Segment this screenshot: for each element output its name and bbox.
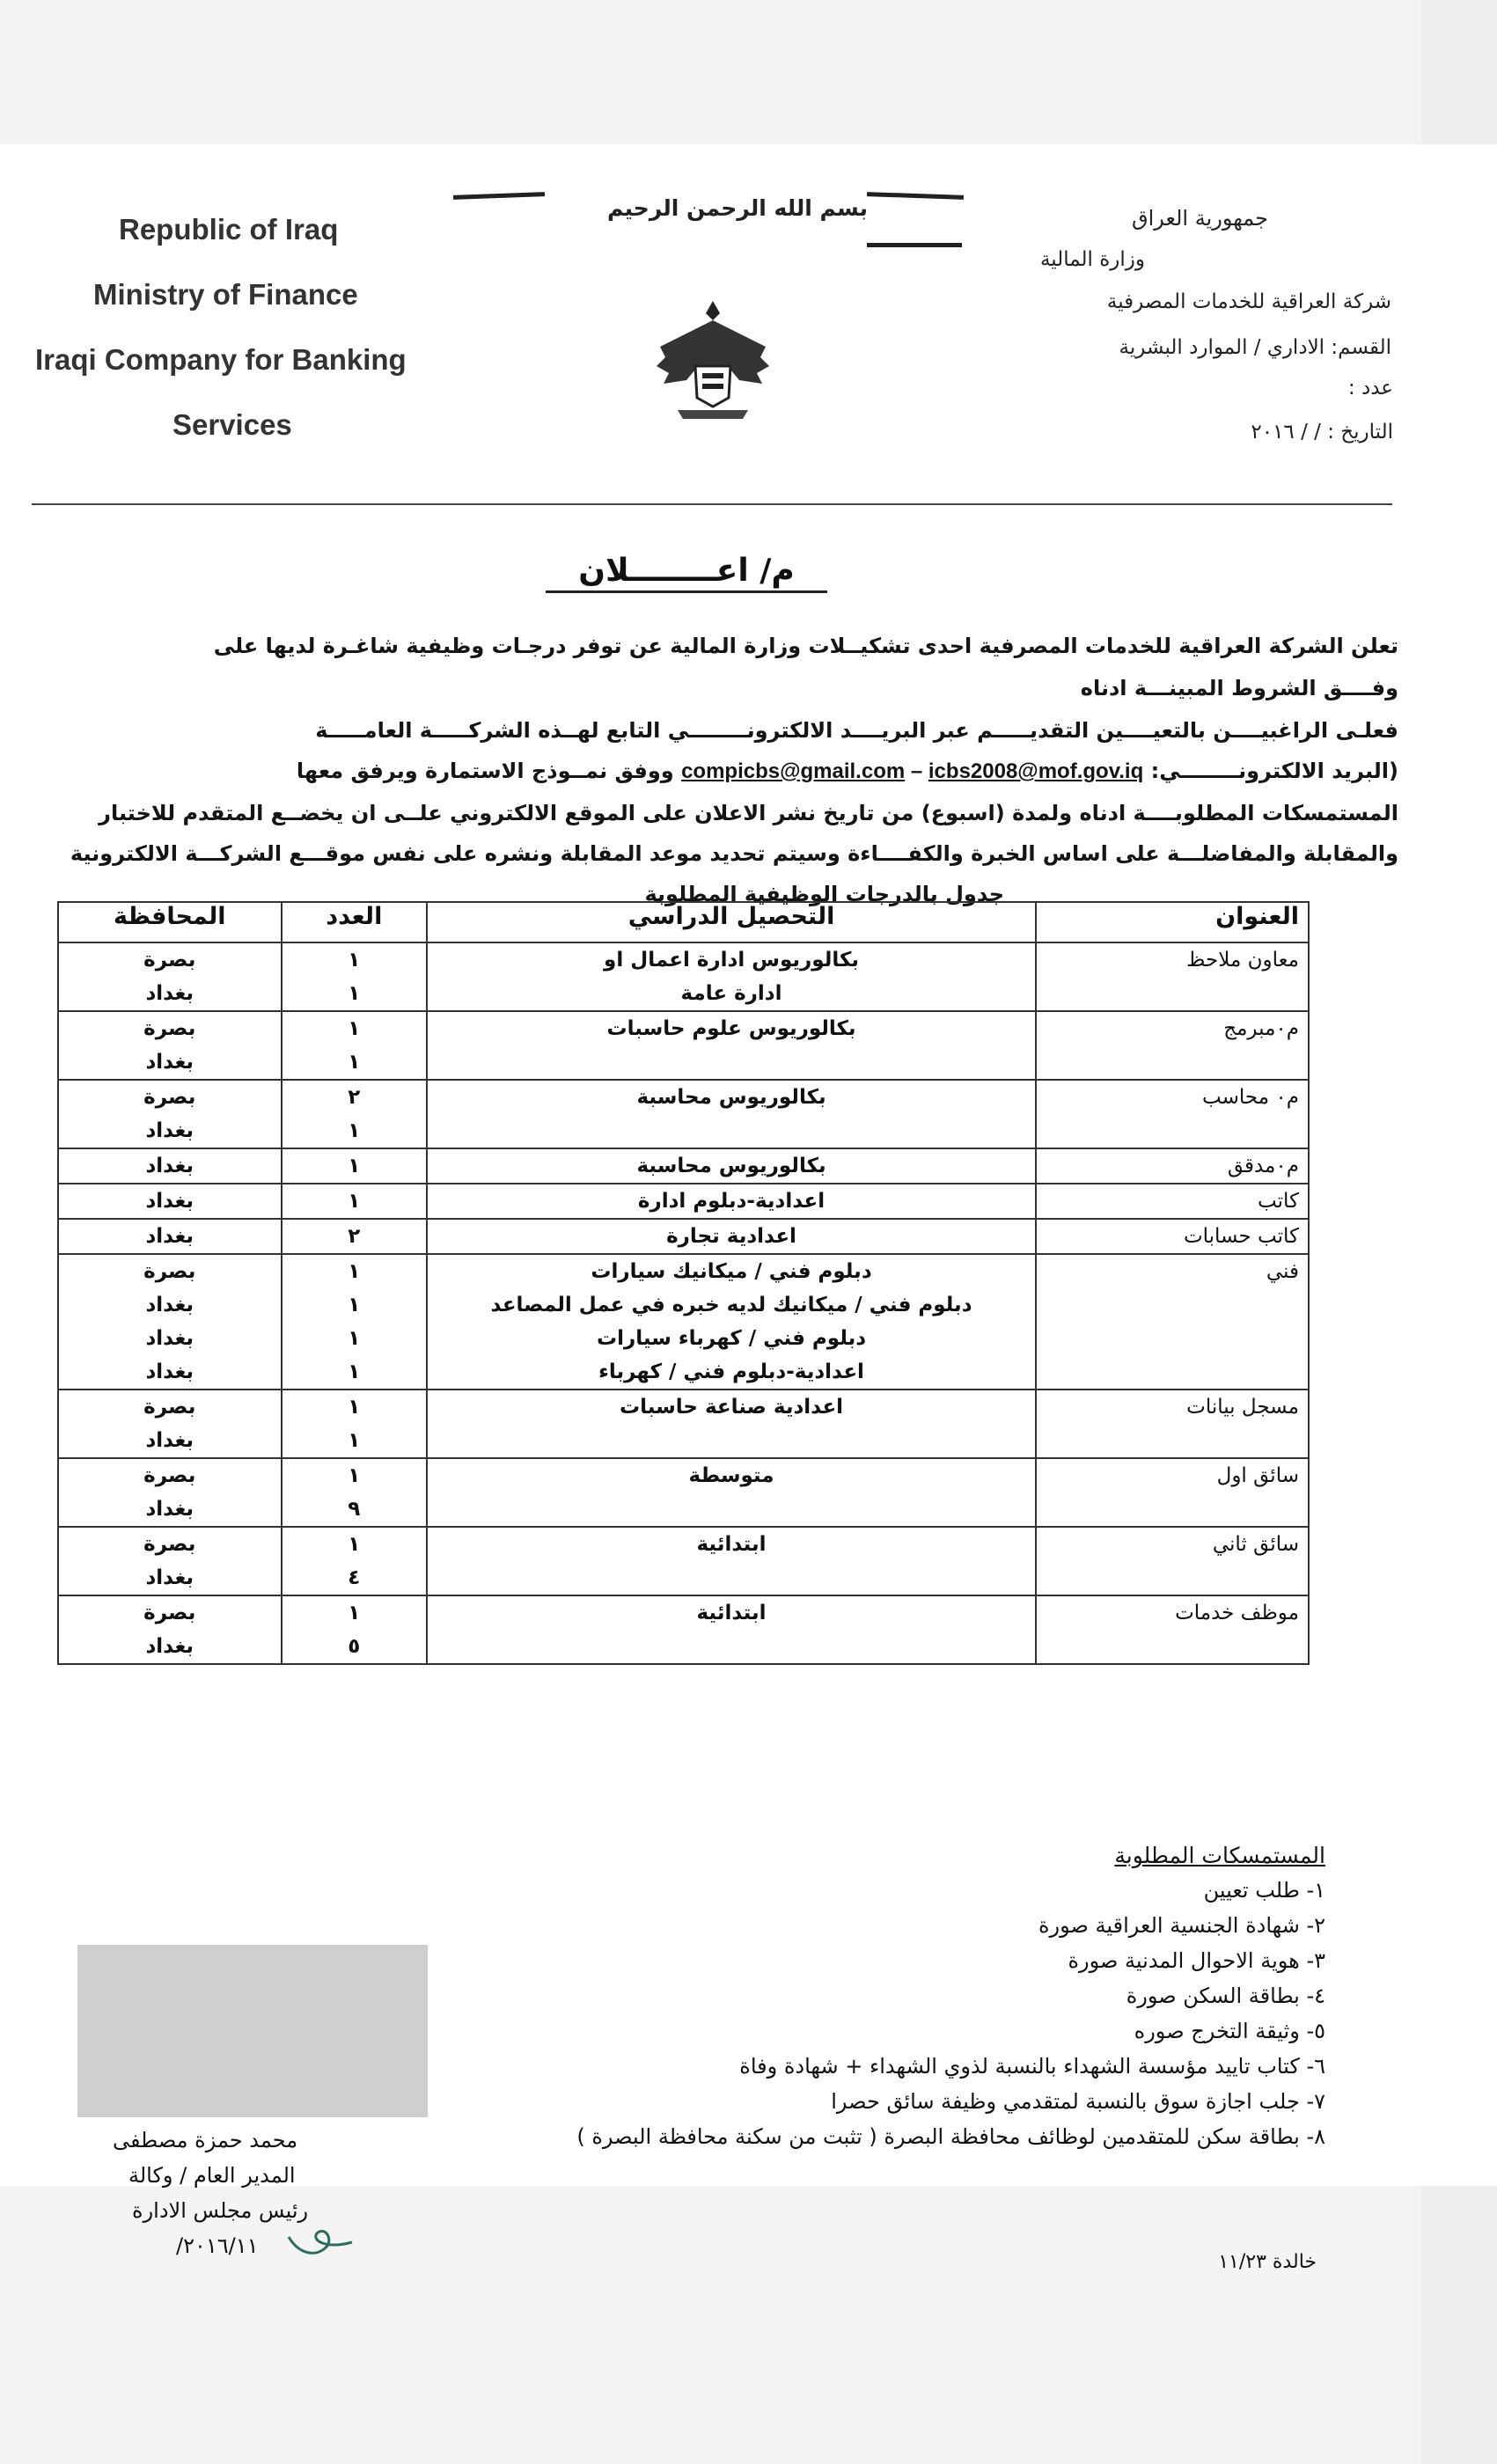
- cell-province-line: بغداد: [145, 1360, 194, 1383]
- table-row: [58, 1458, 1309, 1527]
- cell-qualification: [427, 1527, 1036, 1595]
- email-prefix: (البريد الالكترونــــــــي:: [1150, 759, 1398, 783]
- cell-count: [282, 1595, 428, 1664]
- header-en-line1: Republic of Iraq: [119, 213, 339, 246]
- document-item: ٨- بطاقة سكن للمتقدمين لوظائف محافظة البصرة ( تثبت من سكنة محافظة البصرة ): [576, 2124, 1325, 2149]
- cell-count-line: ١: [348, 1017, 361, 1040]
- cell-job-title-text: سائق ثاني: [1212, 1533, 1299, 1556]
- cell-job-title: [1036, 1527, 1309, 1595]
- cell-qualification-line: [437, 1630, 1026, 1663]
- cell-province-line: بصرة: [143, 1260, 196, 1283]
- cell-count-line: ١: [348, 1119, 361, 1142]
- cell-qualification-line: ابتدائية: [696, 1602, 767, 1624]
- table-row: [58, 1148, 1309, 1184]
- cell-count-line: ١: [348, 1190, 361, 1213]
- cell-province-line: بصرة: [143, 1602, 196, 1624]
- document-item: ٥- وثيقة التخرج صوره: [1134, 2019, 1325, 2043]
- jobs-table: [57, 901, 1310, 1665]
- cell-job-title-text: كاتب: [1258, 1190, 1299, 1213]
- cell-province: [58, 1219, 282, 1254]
- cell-province: [58, 1184, 282, 1219]
- cell-qualification-line: [437, 1492, 1026, 1526]
- header-ar-line5: عدد :: [1347, 377, 1393, 400]
- cell-qualification-line: اعدادية صناعة حاسبات: [620, 1396, 844, 1419]
- cell-count-line: ١: [348, 949, 361, 972]
- header-qualification: التحصيل الدراسي: [427, 902, 1036, 942]
- cell-job-title-text: م٠مبرمج: [1223, 1017, 1299, 1040]
- cell-count: [282, 1390, 428, 1458]
- cell-count-line: ١: [348, 1051, 361, 1074]
- cell-count-line: ٢: [348, 1086, 361, 1109]
- redacted-stamp: [77, 1945, 428, 2117]
- cell-qualification: [427, 1011, 1036, 1080]
- cell-province-line: بصرة: [143, 1464, 196, 1487]
- cell-qualification-line: [437, 1114, 1026, 1148]
- cell-job-title: [1036, 1184, 1309, 1219]
- email-link-1[interactable]: compicbs@gmail.com: [681, 759, 906, 783]
- cell-job-title: [1036, 1148, 1309, 1184]
- table-row: [58, 1184, 1309, 1219]
- cell-job-title: [1036, 1390, 1309, 1458]
- cell-job-title: [1036, 942, 1309, 1011]
- header-en-line3: Iraqi Company for Banking: [35, 343, 407, 376]
- cell-count-line: ١: [348, 1294, 361, 1316]
- cell-province-line: بغداد: [145, 982, 194, 1005]
- cell-province-line: بصرة: [143, 949, 196, 972]
- header-en-line4: Services: [172, 408, 292, 441]
- table-row: [58, 1219, 1309, 1254]
- header-title: العنوان: [1036, 902, 1309, 942]
- signatory-role: المدير العام / وكالة: [128, 2163, 296, 2188]
- cell-qualification-line: بكالوريوس محاسبة: [636, 1155, 826, 1177]
- cell-qualification: [427, 1080, 1036, 1148]
- announcement-title: م/ اعــــــــلان: [546, 553, 827, 593]
- document-item: ٢- شهادة الجنسية العراقية صورة: [1038, 1913, 1325, 1938]
- table-row: [58, 1011, 1309, 1080]
- marker-stroke: [867, 243, 962, 247]
- cell-count: [282, 1527, 428, 1595]
- table-row: [58, 1254, 1309, 1390]
- document-item: ١- طلب تعيين: [1203, 1878, 1325, 1903]
- cell-province: [58, 1595, 282, 1664]
- cell-count-line: ١: [348, 1602, 361, 1624]
- cell-qualification-line: ابتدائية: [696, 1533, 767, 1556]
- cell-job-title-text: سائق اول: [1216, 1464, 1299, 1487]
- cell-job-title-text: م٠مدقق: [1227, 1155, 1299, 1177]
- documents-title: المستمسكات المطلوبة: [1114, 1843, 1325, 1868]
- cell-province: [58, 1527, 282, 1595]
- header-count: العدد: [282, 902, 428, 942]
- cell-count: [282, 942, 428, 1011]
- announcement-line4: المستمسكات المطلوبــــة ادناه ولمدة (اسبوع) من تاريخ نشر الاعلان على الموقع الالكتروني علــى ان يخضــع المتقدم للاختبار: [99, 801, 1398, 825]
- cell-count-line: ١: [348, 1360, 361, 1383]
- cell-job-title-text: مسجل بيانات: [1186, 1396, 1299, 1419]
- cell-province: [58, 1011, 282, 1080]
- document-item: ٦- كتاب تاييد مؤسسة الشهداء بالنسبة لذوي الشهداء + شهادة وفاة: [739, 2054, 1325, 2079]
- announcement-line5: والمقابلة والمفاضلـــة على اساس الخبرة والكفــــاءة وسيتم تحديد موعد المقابلة ونشره على نفس موقـــع الشركـــة الالكترونية: [70, 841, 1398, 866]
- cell-province-line: بغداد: [145, 1327, 194, 1350]
- cell-province-line: بغداد: [145, 1051, 194, 1074]
- cell-province-line: بغداد: [145, 1635, 194, 1658]
- jobs-table-body: [58, 942, 1309, 1664]
- table-header-row: [58, 902, 1309, 942]
- cell-province-line: بغداد: [145, 1566, 194, 1589]
- cell-count: [282, 1080, 428, 1148]
- cell-province: [58, 1254, 282, 1390]
- signatory-board: رئيس مجلس الادارة: [132, 2198, 309, 2223]
- announcement-line3: فعلـى الراغبيــــن بالتعيــــين التقديـــــم عبر البريــــد الالكترونــــــــي التابع لهــذه الشركـــــة العامـــــة: [315, 718, 1398, 743]
- cell-province-line: بصرة: [143, 1533, 196, 1556]
- cell-count-line: ١: [348, 1464, 361, 1487]
- table-row: [58, 1390, 1309, 1458]
- cell-qualification-line: [437, 1045, 1026, 1079]
- cell-province-line: بغداد: [145, 1429, 194, 1452]
- cell-province: [58, 942, 282, 1011]
- email-link-2[interactable]: icbs2008@mof.gov.iq: [928, 759, 1144, 783]
- cell-province-line: بغداد: [145, 1190, 194, 1213]
- cell-qualification: [427, 942, 1036, 1011]
- cell-province-line: بغداد: [145, 1498, 194, 1521]
- announcement-email-line: [297, 759, 1398, 784]
- cell-province: [58, 1080, 282, 1148]
- cell-province-line: بغداد: [145, 1119, 194, 1142]
- cell-job-title: [1036, 1458, 1309, 1527]
- marker-stroke: [453, 192, 545, 200]
- cell-qualification-line: بكالوريوس محاسبة: [636, 1086, 826, 1109]
- document-item: ٧- جلب اجازة سوق بالنسبة لمتقدمي وظيفة سائق حصرا: [831, 2089, 1325, 2114]
- announcement-line2: وفــــق الشروط المبينـــة ادناه: [1080, 676, 1398, 700]
- signatory-name: محمد حمزة مصطفى: [113, 2128, 298, 2152]
- cell-count-line: ١: [348, 1327, 361, 1350]
- email-suffix: ووفق نمــوذج الاستمارة ويرفق معها: [296, 759, 674, 783]
- cell-province-line: بصرة: [143, 1017, 196, 1040]
- cell-count-line: ١: [348, 1396, 361, 1419]
- cell-qualification: [427, 1184, 1036, 1219]
- cell-job-title-text: معاون ملاحظ: [1186, 949, 1299, 972]
- cell-qualification-line: [437, 1424, 1026, 1457]
- cell-qualification-line: دبلوم فني / كهرباء سيارات: [597, 1327, 867, 1350]
- cell-count-line: ٥: [348, 1635, 361, 1658]
- cell-count-line: ١: [348, 982, 361, 1005]
- cell-province-line: بغداد: [145, 1155, 194, 1177]
- cell-count-line: ١: [348, 1533, 361, 1556]
- cell-job-title: [1036, 1080, 1309, 1148]
- cell-qualification-line: متوسطة: [688, 1464, 774, 1487]
- cell-qualification-line: ادارة عامة: [680, 982, 782, 1005]
- cell-job-title: [1036, 1254, 1309, 1390]
- header-ar-line1: جمهورية العراق: [1131, 206, 1268, 231]
- cell-count-line: ١: [348, 1260, 361, 1283]
- cell-count: [282, 1254, 428, 1390]
- cell-qualification: [427, 1595, 1036, 1664]
- basmala: بسم الله الرحمن الرحيم: [607, 195, 868, 221]
- cell-qualification: [427, 1390, 1036, 1458]
- cell-count: [282, 1148, 428, 1184]
- header-province: المحافظة: [58, 902, 282, 942]
- cell-job-title: [1036, 1219, 1309, 1254]
- cell-qualification-line: بكالوريوس علوم حاسبات: [606, 1017, 856, 1040]
- cell-qualification-line: اعدادية تجارة: [666, 1225, 796, 1248]
- cell-province-line: بصرة: [143, 1086, 196, 1109]
- marker-stroke: [867, 192, 964, 200]
- cell-count-line: ٢: [348, 1225, 361, 1248]
- cell-count-line: ١: [348, 1429, 361, 1452]
- cell-qualification-line: [437, 1561, 1026, 1595]
- cell-qualification-line: دبلوم فني / ميكانيك لديه خبره في عمل المصاعد: [490, 1294, 972, 1316]
- cell-job-title-text: م٠ محاسب: [1202, 1086, 1299, 1109]
- iraq-emblem-icon: [651, 294, 774, 426]
- header-divider: [32, 503, 1392, 505]
- cell-job-title: [1036, 1595, 1309, 1664]
- cell-province: [58, 1390, 282, 1458]
- cell-count-line: ٤: [348, 1566, 361, 1589]
- document-item: ٤- بطاقة السكن صورة: [1126, 1984, 1325, 2008]
- cell-province: [58, 1148, 282, 1184]
- footer-note: خالدة ١١/٢٣: [1218, 2251, 1317, 2273]
- cell-qualification-line: اعدادية-دبلوم ادارة: [637, 1190, 826, 1213]
- signature-date: ٢٠١٦/١١/: [176, 2233, 259, 2258]
- announcement-line1: تعلن الشركة العراقية للخدمات المصرفية احدى تشكيــلات وزارة المالية عن توفر درجـات وظيفية شاغـرة لديها على: [213, 634, 1398, 658]
- email-separator: –: [905, 759, 928, 783]
- cell-count: [282, 1458, 428, 1527]
- cell-job-title-text: كاتب حسابات: [1183, 1225, 1299, 1248]
- table-row: [58, 1595, 1309, 1664]
- header-en-line2: Ministry of Finance: [93, 278, 358, 311]
- cell-job-title: [1036, 1011, 1309, 1080]
- cell-qualification: [427, 1148, 1036, 1184]
- cell-count: [282, 1011, 428, 1080]
- cell-qualification: [427, 1219, 1036, 1254]
- cell-qualification-line: بكالوريوس ادارة اعمال او: [604, 949, 859, 972]
- header-ar-line2: وزارة المالية: [1039, 248, 1145, 271]
- cell-qualification: [427, 1254, 1036, 1390]
- header-ar-line3: شركة العراقية للخدمات المصرفية: [1106, 290, 1391, 313]
- cell-job-title-text: موظف خدمات: [1175, 1602, 1299, 1624]
- document-item: ٣- هوية الاحوال المدنية صورة: [1068, 1948, 1325, 1973]
- cell-count-line: ٩: [348, 1498, 361, 1521]
- cell-count-line: ١: [348, 1155, 361, 1177]
- cell-qualification: [427, 1458, 1036, 1527]
- table-row: [58, 1080, 1309, 1148]
- cell-qualification-line: اعدادية-دبلوم فني / كهرباء: [598, 1360, 864, 1383]
- handwritten-signature-icon: [282, 2219, 361, 2263]
- table-caption: جدول بالدرجات الوظيفية المطلوبة: [644, 882, 1004, 906]
- cell-count: [282, 1219, 428, 1254]
- cell-count: [282, 1184, 428, 1219]
- table-row: [58, 942, 1309, 1011]
- header-ar-date: التاريخ : / / ٢٠١٦: [1251, 421, 1393, 444]
- cell-province-line: بغداد: [145, 1225, 194, 1248]
- cell-province-line: بصرة: [143, 1396, 196, 1419]
- cell-province-line: بغداد: [145, 1294, 194, 1316]
- cell-province: [58, 1458, 282, 1527]
- table-row: [58, 1527, 1309, 1595]
- document-page: [0, 144, 1497, 2273]
- header-ar-line4: القسم: الاداري / الموارد البشرية: [1119, 336, 1391, 359]
- cell-job-title-text: فني: [1266, 1260, 1299, 1283]
- cell-qualification-line: دبلوم فني / ميكانيك سيارات: [591, 1260, 872, 1283]
